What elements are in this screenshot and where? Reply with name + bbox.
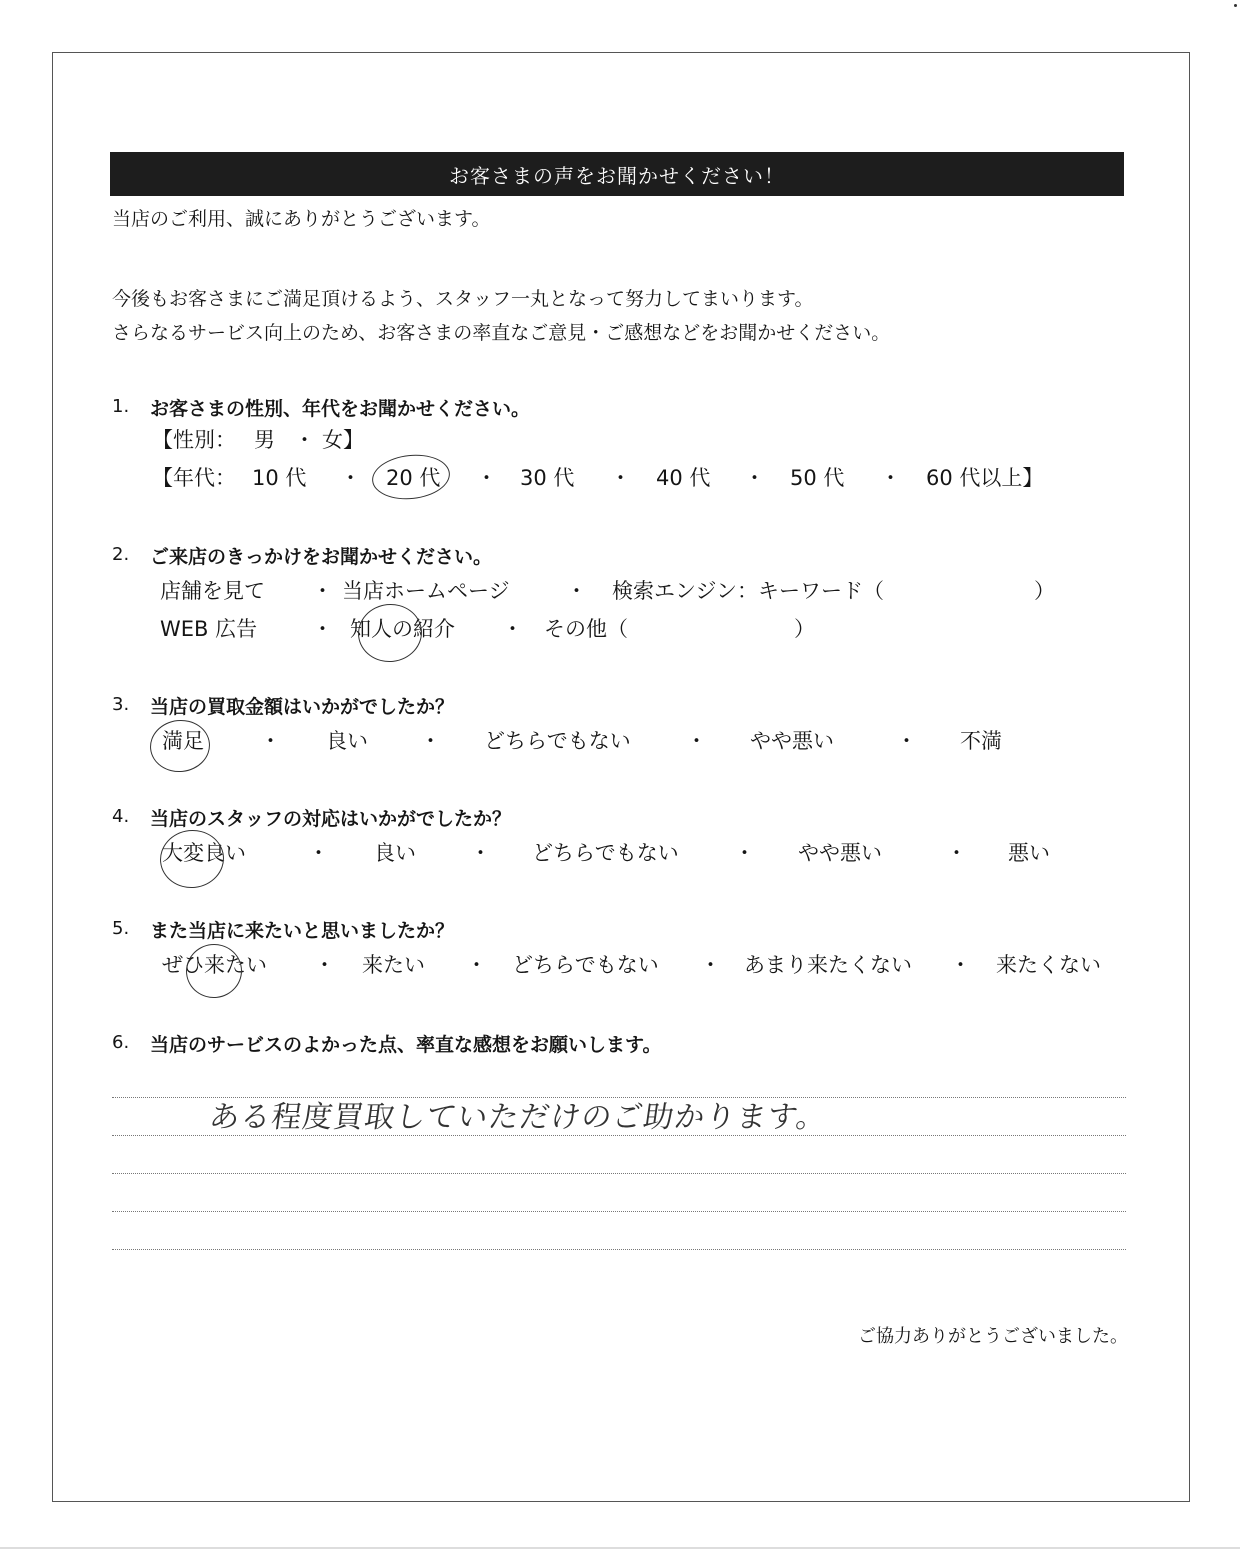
age-option-30s[interactable]: 30 代 — [520, 466, 575, 490]
separator-dot: ・ — [686, 729, 707, 753]
comment-line-5 — [112, 1249, 1126, 1250]
separator-dot: ・ — [466, 953, 487, 977]
separator-dot: ・ — [566, 579, 587, 603]
q4-number: 4. — [112, 806, 130, 827]
trigger-option-referral[interactable]: 知人の紹介 — [350, 617, 455, 641]
separator-dot: ・ — [476, 466, 497, 490]
scan-speck — [1234, 4, 1237, 7]
separator-dot: ・ — [744, 466, 765, 490]
other-close-paren: ） — [794, 617, 815, 641]
q1-text: お客さまの性別、年代をお聞かせください。 — [150, 398, 531, 420]
intro-line-2: 今後もお客さまにご満足頂けるよう、スタッフ一丸となって努力してまいります。 — [112, 288, 814, 310]
revisit-option-neutral[interactable]: どちらでもない — [512, 953, 659, 977]
revisit-option-not-really[interactable]: あまり来たくない — [744, 953, 912, 977]
separator-dot: ・ — [896, 729, 917, 753]
separator-dot: ・ — [734, 841, 755, 865]
comment-line-4 — [112, 1211, 1126, 1212]
separator-dot: ・ — [308, 841, 329, 865]
trigger-option-homepage[interactable]: 当店ホームページ — [342, 579, 510, 603]
staff-option-slightly-bad[interactable]: やや悪い — [798, 841, 882, 865]
trigger-option-web-ad[interactable]: WEB 広告 — [160, 617, 258, 641]
staff-option-good[interactable]: 良い — [374, 841, 416, 865]
form-title-text: お客さまの声をお聞かせください！ — [449, 163, 785, 188]
separator-dot: ・ — [260, 729, 281, 753]
q1-gender-row — [0, 425, 1240, 455]
age-label: 【年代： — [152, 466, 236, 490]
page-bottom-edge — [0, 1547, 1240, 1549]
separator-dot: ・ — [340, 466, 361, 490]
age-option-50s[interactable]: 50 代 — [790, 466, 845, 490]
separator-dot: ・ — [294, 428, 315, 452]
separator-dot: ・ — [610, 466, 631, 490]
form-border — [52, 52, 1190, 1502]
age-option-10s[interactable]: 10 代 — [252, 466, 307, 490]
q6-number: 6. — [112, 1032, 130, 1053]
q1-age-row — [0, 463, 1240, 493]
separator-dot: ・ — [314, 953, 335, 977]
q3-number: 3. — [112, 694, 130, 715]
price-option-slightly-bad[interactable]: やや悪い — [750, 729, 834, 753]
comment-line-3 — [112, 1173, 1126, 1174]
price-option-neutral[interactable]: どちらでもない — [484, 729, 631, 753]
gender-option-male[interactable]: 男 — [254, 428, 275, 452]
q2-text: ご来店のきっかけをお聞かせください。 — [150, 546, 493, 568]
q5-text: また当店に来たいと思いましたか？ — [150, 920, 455, 942]
staff-option-neutral[interactable]: どちらでもない — [532, 841, 679, 865]
staff-option-very-good[interactable]: 大変良い — [162, 841, 246, 865]
thanks-note: ご協力ありがとうございました。 — [858, 1326, 1128, 1347]
q6-text: 当店のサービスのよかった点、率直な感想をお願いします。 — [150, 1034, 662, 1056]
price-option-dissatisfied[interactable]: 不満 — [960, 729, 1002, 753]
handwritten-comment[interactable]: ある程度買取していただけのご助かります。 — [207, 1100, 830, 1135]
q2-row-1 — [0, 576, 1240, 606]
revisit-option-definitely[interactable]: ぜひ来たい — [162, 953, 267, 977]
price-option-good[interactable]: 良い — [326, 729, 368, 753]
separator-dot: ・ — [880, 466, 901, 490]
separator-dot: ・ — [470, 841, 491, 865]
gender-label: 【性別： — [152, 428, 236, 452]
intro-line-1: 当店のご利用、誠にありがとうございます。 — [112, 208, 491, 230]
separator-dot: ・ — [950, 953, 971, 977]
q2-number: 2. — [112, 544, 130, 565]
revisit-option-yes[interactable]: 来たい — [362, 953, 425, 977]
intro-line-3: さらなるサービス向上のため、お客さまの率直なご意見・ご感想などをお聞かせください。 — [112, 322, 891, 344]
age-option-60s-plus[interactable]: 60 代以上】 — [926, 466, 1044, 490]
q3-text: 当店の買取金額はいかがでしたか？ — [150, 696, 455, 718]
separator-dot: ・ — [312, 579, 333, 603]
staff-option-bad[interactable]: 悪い — [1008, 841, 1050, 865]
separator-dot: ・ — [420, 729, 441, 753]
trigger-option-search-engine[interactable]: 検索エンジン：キーワード（ — [612, 579, 884, 603]
q1-number: 1. — [112, 396, 130, 417]
age-option-20s[interactable]: 20 代 — [386, 466, 441, 490]
trigger-option-storefront[interactable]: 店舗を見て — [160, 579, 265, 603]
trigger-option-other[interactable]: その他（ — [544, 617, 628, 641]
revisit-option-no[interactable]: 来たくない — [996, 953, 1101, 977]
form-title — [110, 152, 1124, 196]
separator-dot: ・ — [312, 617, 333, 641]
keyword-close-paren: ） — [1034, 579, 1055, 603]
gender-option-female[interactable]: 女】 — [322, 428, 364, 452]
age-option-40s[interactable]: 40 代 — [656, 466, 711, 490]
q5-number: 5. — [112, 918, 130, 939]
separator-dot: ・ — [700, 953, 721, 977]
q4-text: 当店のスタッフの対応はいかがでしたか？ — [150, 808, 512, 830]
separator-dot: ・ — [946, 841, 967, 865]
q2-row-2 — [0, 614, 1240, 644]
separator-dot: ・ — [502, 617, 523, 641]
price-option-satisfied[interactable]: 満足 — [162, 729, 204, 753]
